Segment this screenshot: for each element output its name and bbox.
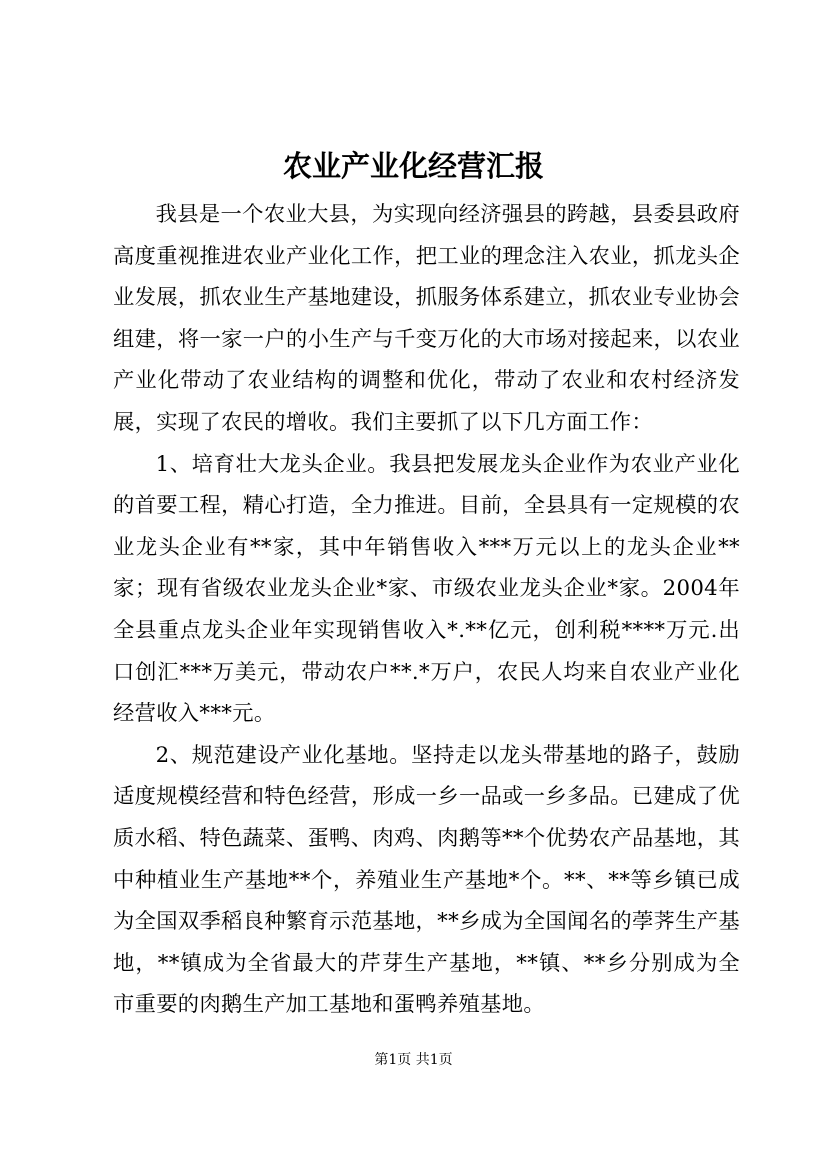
page-number-footer: 第1页 共1页	[374, 1052, 453, 1068]
document-body	[113, 194, 740, 1032]
paragraph-production-bases: 2、规范建设产业化基地。坚持走以龙头带基地的路子，鼓励适度规模经营和特色经营，形成一乡一品或一乡多品。已建成了优质水稻、特色蔬菜、蛋鸭、肉鸡、肉鹅等**个优势农产品基地，其中种植业生产基地**个，养殖业生产基地*个。**、**等乡镇已成为全国双季稻良种繁育示范基地，**乡成为全国闻名的荸荠生产基地，**镇成为全省最大的芹芽生产基地，**镇、**乡分别成为全市重要的肉鹅生产加工基地和蛋鸭养殖基地。	[113, 742, 740, 1018]
paragraph-intro: 我县是一个农业大县，为实现向经济强县的跨越，县委县政府高度重视推进农业产业化工作，把工业的理念注入农业，抓龙头企业发展，抓农业生产基地建设，抓服务体系建立，抓农业专业协会组建，将一家一户的小生产与千变万化的大市场对接起来，以农业产业化带动了农业结构的调整和优化，带动了农业和农村经济发展，实现了农民的增收。我们主要抓了以下几方面工作：	[113, 202, 740, 435]
paragraph-leading-enterprises: 1、培育壮大龙头企业。我县把发展龙头企业作为农业产业化的首要工程，精心打造，全力推进。目前，全县具有一定规模的农业龙头企业有**家，其中年销售收入***万元以上的龙头企业**家；现有省级农业龙头企业*家、市级农业龙头企业*家。2004年全县重点龙头企业年实现销售收入*.**亿元，创利税****万元.出口创汇***万美元，带动农户**.*万户，农民人均来自农业产业化经营收入***元。	[113, 451, 740, 727]
document-title: 农业产业化经营汇报	[282, 149, 544, 183]
